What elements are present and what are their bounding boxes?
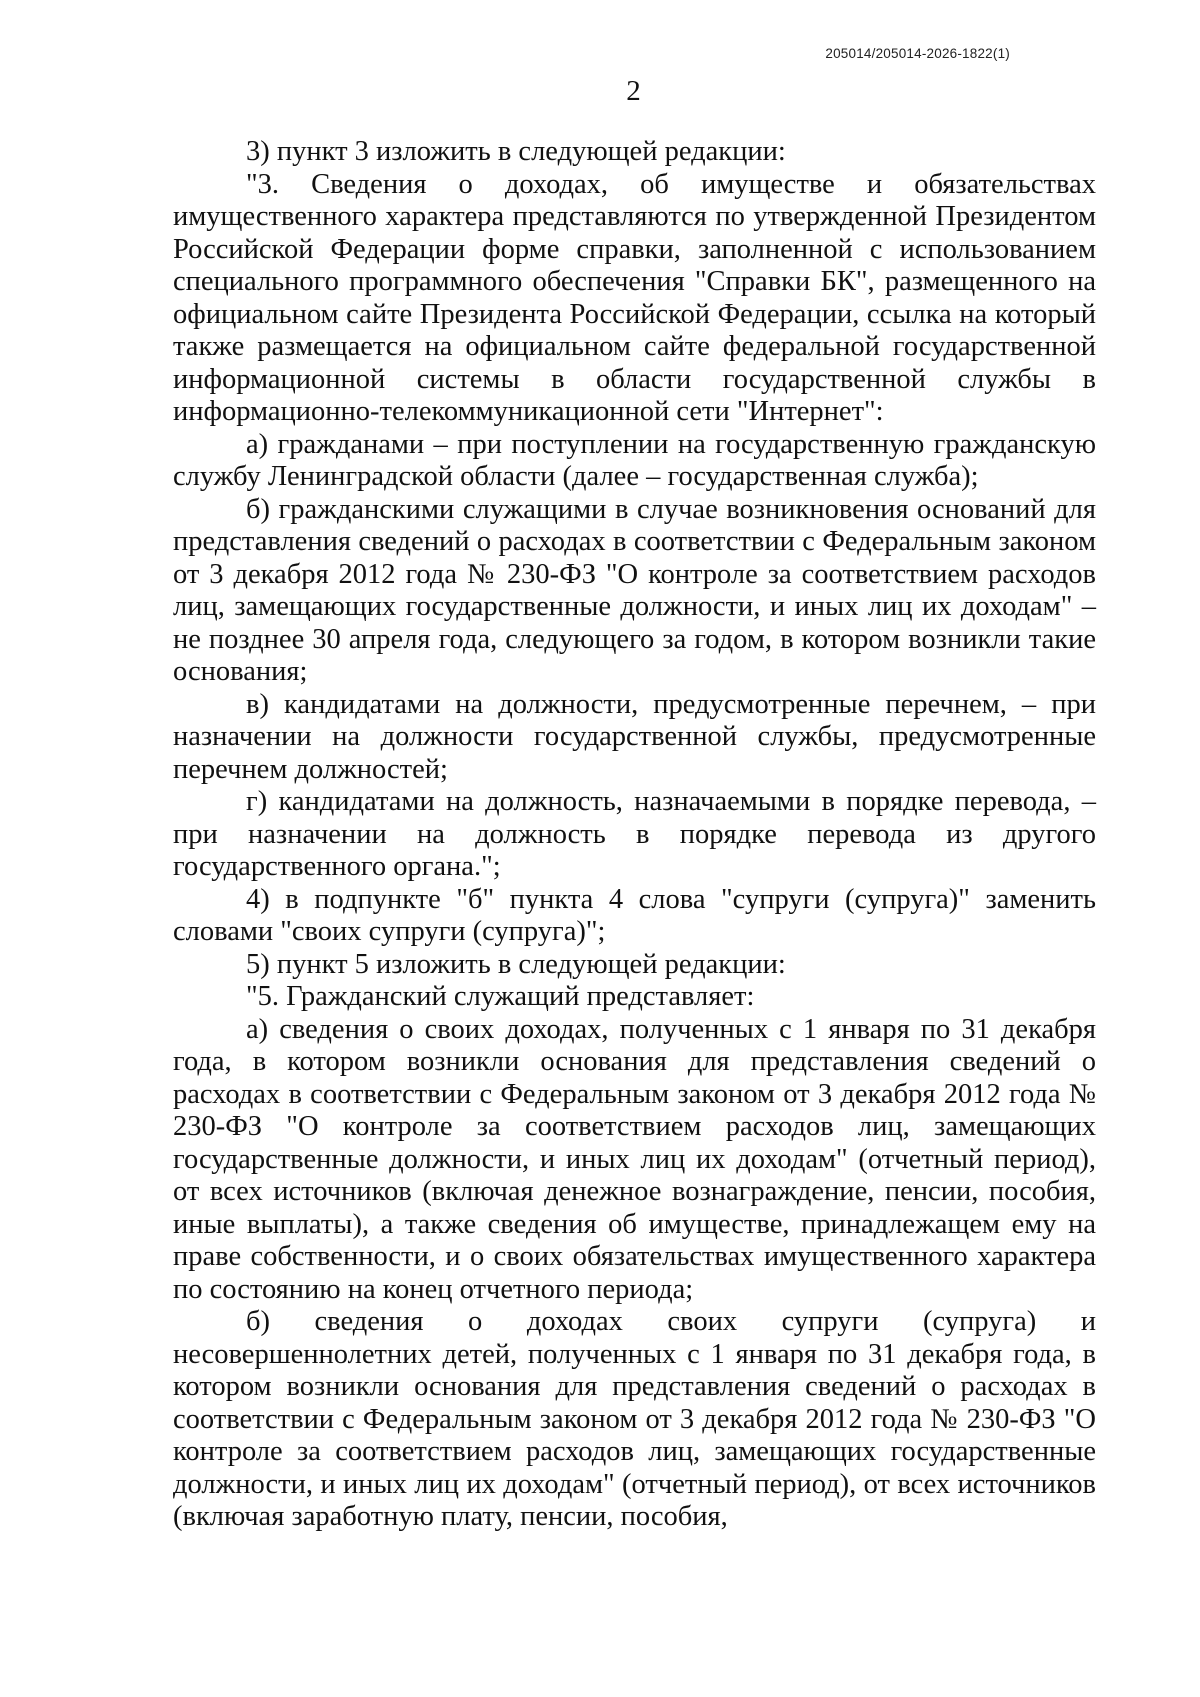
paragraph: а) сведения о своих доходах, полученных с 1 января по 31 декабря года, в котором возникли основания для представления сведений о расходах в соответствии с Федеральным законом от 3 декабря 2012 года № 230-ФЗ "О контроле за соответствием расходов лиц, замещающих государственные должности, и иных лиц их доходам" (отчетный период), от всех источников (включая денежное вознаграждение, пенсии, пособия, иные выплаты), а также сведения об имуществе, принадлежащем ему на праве собственности, и о своих обязательствах имущественного характера по состоянию на конец отчетного периода; — [173, 1013, 1096, 1305]
paragraph: в) кандидатами на должности, предусмотренные перечнем, – при назначении на должности государственной службы, предусмотренные перечнем должностей; — [173, 688, 1096, 785]
document-body — [173, 136, 1096, 1534]
document-code: 205014/205014-2026-1822(1) — [825, 46, 1010, 61]
paragraph: а) гражданами – при поступлении на государственную гражданскую службу Ленинградской области (далее – государственная служба); — [173, 428, 1096, 492]
paragraph: 4) в подпункте "б" пункта 4 слова "супруги (супруга)" заменить словами "своих супруги (супруга)"; — [173, 883, 1096, 947]
paragraph: б) гражданскими служащими в случае возникновения оснований для представления сведений о расходах в соответствии с Федеральным законом от 3 декабря 2012 года № 230-ФЗ "О контроле за соответствием расходов лиц, замещающих государственные должности, и иных лиц их доходам" – не позднее 30 апреля года, следующего за годом, в котором возникли такие основания; — [173, 493, 1096, 687]
paragraph: б) сведения о доходах своих супруги (супруга) и несовершеннолетних детей, полученных с 1 января по 31 декабря года, в котором возникли основания для представления сведений о расходах в соответствии с Федеральным законом от 3 декабря 2012 года № 230-ФЗ "О контроле за соответствием расходов лиц, замещающих государственные должности, и иных лиц их доходам" (отчетный период), от всех источников (включая заработную плату, пенсии, пособия, — [173, 1306, 1096, 1532]
paragraph: 3) пункт 3 изложить в следующей редакции: — [246, 136, 786, 167]
paragraph: 5) пункт 5 изложить в следующей редакции: — [246, 948, 786, 980]
paragraph: "5. Гражданский служащий представляет: — [246, 981, 755, 1012]
paragraph: г) кандидатами на должность, назначаемыми в порядке перевода, – при назначении на должность в порядке перевода из другого государственного органа."; — [173, 786, 1096, 882]
paragraph: "3. Сведения о доходах, об имуществе и обязательствах имущественного характера представляются по утвержденной Президентом Российской Федерации форме справки, заполненной с использованием специального программного обеспечения "Справки БК", размещенного на официальном сайте Президента Российской Федерации, ссылка на который также размещается на официальном сайте федеральной государственной информационной системы в области государственной службы в информационно-телекоммуникационной сети "Интернет": — [173, 168, 1096, 427]
page-number: 2 — [626, 75, 641, 107]
